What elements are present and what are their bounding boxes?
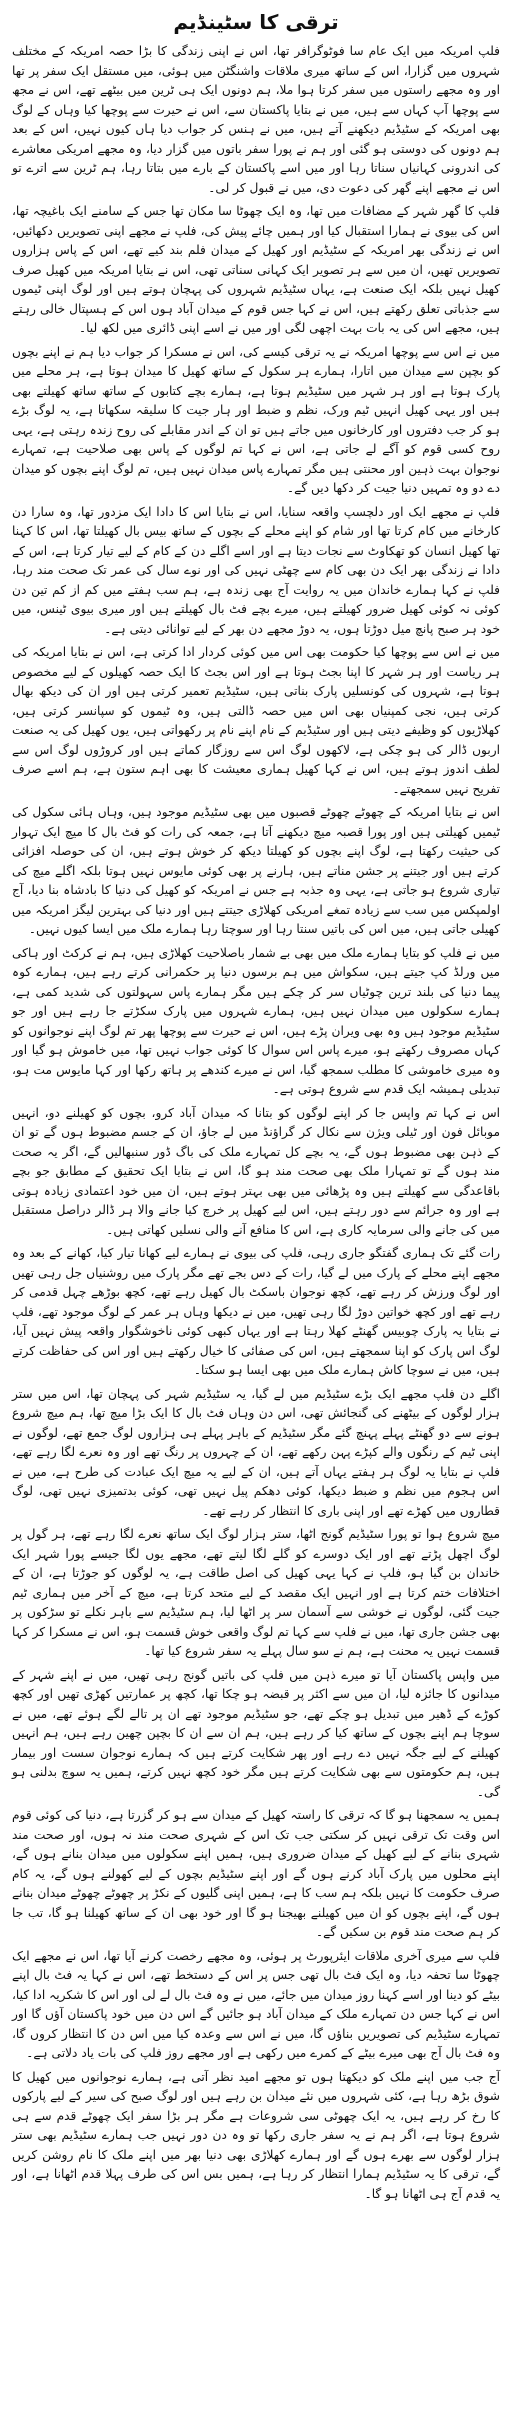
article-paragraph: آج جب میں اپنے ملک کو دیکھتا ہوں تو مجھے امید نظر آتی ہے، ہمارے نوجوانوں میں کھیل کا شوق بڑھ رہا ہے، کئی شہروں میں نئے میدان بن رہے ہیں اور لوگ صبح کی سیر کے لیے پارکوں کا رخ کر رہے ہیں، یہ ایک چھوٹی سی شروعات ہے مگر ہر بڑا سفر ایک چھوٹے قدم سے ہی شروع ہوتا ہے، اگر ہم نے یہ سفر جاری رکھا تو وہ دن دور نہیں جب ہمارے سٹیڈیم بھی ستر ہزار لوگوں سے بھرے ہوں گے اور ہمارے کھلاڑی بھی دنیا بھر میں اپنے ملک کا نام روشن کریں گے، ترقی کا یہ سٹیڈیم ہمارا انتظار کر رہا ہے، ہمیں بس اس کی طرف پہلا قدم اٹھانا ہے، اور یہ قدم آج ہی اٹھانا ہو گا۔	[12, 2069, 500, 2201]
article-paragraph: اگلے دن فلپ مجھے ایک بڑے سٹیڈیم میں لے گیا، یہ سٹیڈیم شہر کی پہچان تھا، اس میں ستر ہزار لوگوں کے بیٹھنے کی گنجائش تھی، اس دن وہاں فٹ بال کا ایک بڑا میچ تھا، ہم میچ شروع ہونے سے دو گھنٹے پہلے پہنچ گئے مگر سٹیڈیم کے باہر پہلے ہی ہزاروں لوگ جمع تھے، لوگوں نے اپنی ٹیم کے رنگوں والے کپڑے پہن رکھے تھے، ان کے چہروں پر رنگ تھے اور وہ نعرے لگا رہے تھے، فلپ نے بتایا یہ لوگ ہر ہفتے یہاں آتے ہیں، ان کے لیے یہ میچ ایک عبادت کی طرح ہے، میں نے اس ہجوم میں نظم و ضبط دیکھا، کوئی دھکم پیل نہیں تھی، کوئی بدتمیزی نہیں تھی، لوگ قطاروں میں کھڑے تھے اور اپنی باری کا انتظار کر رہے تھے۔	[12, 1386, 500, 1518]
article-paragraph: اس نے کہا تم واپس جا کر اپنے لوگوں کو بتانا کہ میدان آباد کرو، بچوں کو کھیلنے دو، انہیں موبائل فون اور ٹیلی ویژن سے نکال کر گراؤنڈ میں لے جاؤ، ان کے جسم مضبوط ہوں گے تو ان کے ذہن بھی مضبوط ہوں گے، یہ بچے کل تمہارے ملک کی باگ ڈور سنبھالیں گے، اگر یہ صحت مند ہوں گے تو تمہارا ملک بھی صحت مند ہو گا، اس نے بتایا ایک تحقیق کے مطابق جو بچے باقاعدگی سے کھیلتے ہیں وہ پڑھائی میں بھی بہتر ہوتے ہیں، ان میں خود اعتمادی زیادہ ہوتی ہے اور وہ جرائم سے دور رہتے ہیں، اس لیے کھیل پر خرچ کیا جانے والا ہر ڈالر دراصل مستقبل میں کی جانے والی سرمایہ کاری ہے، اس کا منافع آنے والی نسلیں کھاتی ہیں۔	[12, 1105, 500, 1237]
article-paragraph: فلپ سے میری آخری ملاقات ایئرپورٹ پر ہوئی، وہ مجھے رخصت کرنے آیا تھا، اس نے مجھے ایک چھوٹا سا تحفہ دیا، وہ ایک فٹ بال تھی جس پر اس کے دستخط تھے، اس نے کہا یہ فٹ بال اپنے بیٹے کو دینا اور اسے کہنا روز میدان میں جائے، میں نے وہ فٹ بال لے لی اور اس کا شکریہ ادا کیا، اس نے کہا جس دن تمہارے ملک کے میدان آباد ہو جائیں گے اس دن میں خود پاکستان آؤں گا اور تمہارے سٹیڈیم کی تصویریں بناؤں گا، میں نے اس سے وعدہ کیا میں اس دن کا انتظار کروں گا، وہ فٹ بال آج بھی میرے بیٹے کے کمرے میں رکھی ہے اور مجھے روز فلپ کی بات یاد دلاتی ہے۔	[12, 1948, 500, 2060]
article-paragraph: میں نے فلپ کو بتایا ہمارے ملک میں بھی بے شمار باصلاحیت کھلاڑی ہیں، ہم نے کرکٹ اور ہاکی میں ورلڈ کپ جیتے ہیں، سکواش میں ہم برسوں دنیا پر حکمرانی کرتے رہے ہیں، ہمارے کوہ پیما دنیا کی بلند ترین چوٹیاں سر کر چکے ہیں مگر ہمارے پاس سہولتوں کی شدید کمی ہے، ہمارے سکولوں میں میدان نہیں ہیں، ہمارے شہروں میں پارک سکڑتے جا رہے ہیں اور جو سٹیڈیم موجود ہیں وہ بھی ویران پڑے ہیں، اس نے حیرت سے پوچھا پھر تم لوگ اپنے نوجوانوں کو کہاں مصروف رکھتے ہو، میرے پاس اس سوال کا کوئی جواب نہیں تھا، میں خاموش ہو گیا اور وہ میری خاموشی کا مطلب سمجھ گیا، اس نے میرے کندھے پر ہاتھ رکھا اور کہا مایوس مت ہو، تبدیلی ہمیشہ ایک قدم سے شروع ہوتی ہے۔	[12, 945, 500, 1096]
article-paragraph: فلپ کا گھر شہر کے مضافات میں تھا، وہ ایک چھوٹا سا مکان تھا جس کے سامنے ایک باغیچہ تھا، اس کی بیوی نے ہمارا استقبال کیا اور ہمیں چائے پیش کی، فلپ نے مجھے اپنی تصویریں دکھائیں، اس نے زندگی بھر امریکہ کے سٹیڈیم اور کھیل کے میدان فلم بند کیے تھے، اس کے پاس ہزاروں تصویریں تھیں، ان میں سے ہر تصویر ایک کہانی سناتی تھی، اس نے بتایا امریکہ میں کھیل صرف کھیل نہیں بلکہ ایک صنعت ہے، یہاں سٹیڈیم شہروں کی پہچان ہوتے ہیں اور لوگ اپنی ٹیموں سے جذباتی تعلق رکھتے ہیں، اس نے کہا جس قوم کے میدان آباد ہوں اس کے ہسپتال خالی رہتے ہیں، مجھے اس کی یہ بات بہت اچھی لگی اور میں نے اسے اپنی ڈائری میں لکھ لیا۔	[12, 204, 500, 335]
article-body	[12, 42, 500, 2204]
article-paragraph: میں نے اس سے پوچھا امریکہ نے یہ ترقی کیسے کی، اس نے مسکرا کر جواب دیا ہم نے اپنے بچوں کو بچپن سے میدان میں اتارا، ہمارے ہر سکول کے ساتھ کھیل کا میدان ہوتا ہے، ہر محلے میں پارک ہوتا ہے اور ہر شہر میں سٹیڈیم ہوتا ہے، ہمارے بچے کتابوں کے ساتھ ساتھ کھیلتے بھی ہیں اور یہی کھیل انہیں ٹیم ورک، نظم و ضبط اور ہار جیت کا سلیقہ سکھاتا ہے، یہ لوگ بڑے ہو کر جب دفتروں اور کارخانوں میں جاتے ہیں تو ان کے اندر مقابلے کی روح زندہ رہتی ہے، یہی روح کسی قوم کو آگے لے جاتی ہے، اس نے کہا تم لوگوں کے پاس بھی صلاحیت ہے، تمہارے نوجوان بہت ذہین اور محنتی ہیں مگر تمہارے پاس میدان نہیں ہیں، تم لوگ اپنے بچوں کو میدان دے دو وہ تمہیں دنیا جیت کر دکھا دیں گے۔	[12, 344, 500, 495]
article-paragraph: میچ شروع ہوا تو پورا سٹیڈیم گونج اٹھا، ستر ہزار لوگ ایک ساتھ نعرے لگا رہے تھے، ہر گول پر لوگ اچھل پڑتے تھے اور ایک دوسرے کو گلے لگا لیتے تھے، مجھے یوں لگا جیسے پورا شہر ایک خاندان بن گیا ہو، فلپ نے کہا یہی کھیل کی اصل طاقت ہے، یہ لوگوں کو جوڑتا ہے، ان کے اختلافات ختم کرتا ہے اور انہیں ایک مقصد کے لیے متحد کرتا ہے، میچ کے آخر میں ہماری ٹیم جیت گئی، لوگوں نے خوشی سے آسمان سر پر اٹھا لیا، ہم سٹیڈیم سے باہر نکلے تو سڑکوں پر بھی جشن جاری تھا، میں نے فلپ سے کہا تم لوگ واقعی خوش قسمت ہو، اس نے مسکرا کر کہا قسمت نہیں یہ محنت ہے، ہم نے سو سال پہلے یہ سفر شروع کیا تھا۔	[12, 1527, 500, 1658]
article-paragraph: میں نے اس سے پوچھا کیا حکومت بھی اس میں کوئی کردار ادا کرتی ہے، اس نے بتایا امریکہ کی ہر ریاست اور ہر شہر کا اپنا بجٹ ہوتا ہے اور اس بجٹ کا ایک حصہ کھیلوں کے لیے مخصوص ہوتا ہے، شہروں کی کونسلیں پارک بناتی ہیں، سٹیڈیم تعمیر کرتی ہیں اور ان کی دیکھ بھال کرتی ہیں، نجی کمپنیاں بھی اس میں حصہ ڈالتی ہیں، وہ ٹیموں کو سپانسر کرتی ہیں، کھلاڑیوں کو وظیفے دیتی ہیں اور سٹیڈیم کے نام اپنے نام پر رکھواتی ہیں، یوں کھیل کی یہ صنعت اربوں ڈالر کی ہو چکی ہے، لاکھوں لوگ اس سے روزگار کماتے ہیں اور کروڑوں لوگ اس سے لطف اندوز ہوتے ہیں، اس نے کہا کھیل ہماری معیشت کا بھی اہم ستون ہے، ہم اسے صرف تفریح نہیں سمجھتے۔	[12, 645, 500, 796]
article-paragraph: رات گئے تک ہماری گفتگو جاری رہی، فلپ کی بیوی نے ہمارے لیے کھانا تیار کیا، کھانے کے بعد وہ مجھے اپنے محلے کے پارک میں لے گیا، رات کے دس بجے تھے مگر پارک میں روشنیاں جل رہی تھیں اور لوگ ورزش کر رہے تھے، کچھ نوجوان باسکٹ بال کھیل رہے تھے، کچھ بوڑھے چہل قدمی کر رہے تھے اور کچھ خواتین دوڑ لگا رہی تھیں، میں نے دیکھا وہاں ہر عمر کے لوگ موجود تھے، فلپ نے بتایا یہ پارک چوبیس گھنٹے کھلا رہتا ہے اور یہاں کبھی کوئی ناخوشگوار واقعہ پیش نہیں آیا، لوگ اس پارک کو اپنا سمجھتے ہیں، اس کی صفائی کا خیال رکھتے ہیں اور اس کی حفاظت کرتے ہیں، میں نے سوچا کاش ہمارے ملک میں بھی ایسا ہو سکتا۔	[12, 1246, 500, 1377]
article-title: ترقی کا سٹینڈیم	[173, 10, 339, 34]
article-paragraph: ہمیں یہ سمجھنا ہو گا کہ ترقی کا راستہ کھیل کے میدان سے ہو کر گزرتا ہے، دنیا کی کوئی قوم اس وقت تک ترقی نہیں کر سکتی جب تک اس کے شہری صحت مند نہ ہوں، اور صحت مند شہری بنانے کے لیے کھیل کے میدان ضروری ہیں، ہمیں اپنے سکولوں میں میدان بنانے ہوں گے، اپنے محلوں میں پارک آباد کرنے ہوں گے اور اپنے سٹیڈیم بچوں کے لیے کھولنے ہوں گے، یہ کام صرف حکومت کا نہیں بلکہ ہم سب کا ہے، ہمیں اپنی گلیوں کے نکڑ پر چھوٹے چھوٹے میدان بنانے ہوں گے، اپنے بچوں کو ان میں کھیلنے بھیجنا ہو گا اور خود بھی ان کے ساتھ کھیلنا ہو گا، تب جا کر ہم صحت مند قوم بن سکیں گے۔	[12, 1808, 500, 1939]
article-paragraph: فلپ نے مجھے ایک اور دلچسپ واقعہ سنایا، اس نے بتایا اس کا دادا ایک مزدور تھا، وہ سارا دن کارخانے میں کام کرتا تھا اور شام کو اپنے محلے کے بچوں کے ساتھ بیس بال کھیلتا تھا، اس کا کہنا تھا کھیل انسان کو تھکاوٹ سے نجات دیتا ہے اور اسے اگلے دن کے کام کے لیے تیار کرتا ہے، اس کے دادا نے زندگی بھر ایک دن بھی کام سے چھٹی نہیں کی اور نوے سال کی عمر تک صحت مند رہا، فلپ نے کہا ہمارے خاندان میں یہ روایت آج بھی زندہ ہے، ہم سب ہفتے میں کم از کم تین دن کوئی نہ کوئی کھیل ضرور کھیلتے ہیں، میرے بچے فٹ بال کھیلتے ہیں اور میری بیوی ٹینس، میں خود ہر صبح پانچ میل دوڑتا ہوں، یہ دوڑ مجھے دن بھر کے لیے توانائی دیتی ہے۔	[12, 504, 500, 636]
article-paragraph: میں واپس پاکستان آیا تو میرے ذہن میں فلپ کی باتیں گونج رہی تھیں، میں نے اپنے شہر کے میدانوں کا جائزہ لیا، ان میں سے اکثر پر قبضہ ہو چکا تھا، کچھ پر عمارتیں کھڑی تھیں اور کچھ کوڑے کے ڈھیر میں تبدیل ہو چکے تھے، جو سٹیڈیم موجود تھے ان پر تالے لگے ہوئے تھے، میں نے سوچا ہم اپنے بچوں کے ساتھ کیا کر رہے ہیں، ہم ان سے ان کا بچپن چھین رہے ہیں، ہم انہیں کھیلنے کے لیے جگہ نہیں دے رہے اور پھر شکایت کرتے ہیں کہ ہمارے نوجوان سست اور بیمار ہیں، ہم حکومتوں سے بھی شکایت کرتے ہیں مگر خود کچھ نہیں کرتے، ہمیں یہ سوچ بدلنی ہو گی۔	[12, 1667, 500, 1799]
article-paragraph: اس نے بتایا امریکہ کے چھوٹے چھوٹے قصبوں میں بھی سٹیڈیم موجود ہیں، وہاں ہائی سکول کی ٹیمیں کھیلتی ہیں اور پورا قصبہ میچ دیکھنے آتا ہے، جمعہ کی رات کو فٹ بال کا میچ ایک تہوار کی حیثیت رکھتا ہے، لوگ اپنے بچوں کو کھیلتا دیکھ کر خوش ہوتے ہیں، ان کی حوصلہ افزائی کرتے ہیں اور جیتنے پر جشن مناتے ہیں، ہارنے پر بھی کوئی مایوس نہیں ہوتا بلکہ اگلے میچ کی تیاری شروع ہو جاتی ہے، یہی وہ جذبہ ہے جس نے امریکہ کو کھیل کی دنیا کا بادشاہ بنا دیا، آج اولمپکس میں سب سے زیادہ تمغے امریکی کھلاڑی جیتتے ہیں اور دنیا کی بہترین لیگز امریکہ میں کھیلی جاتی ہیں، میں اس کی باتیں سنتا رہا اور سوچتا رہا ہمارے ملک میں ایسا کیوں نہیں۔	[12, 805, 500, 936]
article-paragraph: فلپ امریکہ میں ایک عام سا فوٹوگرافر تھا، اس نے اپنی زندگی کا بڑا حصہ امریکہ کے مختلف شہروں میں گزارا، اس کے ساتھ میری ملاقات واشنگٹن میں ہوئی، میں مستقل ایک سفر پر تھا اور وہ مجھے راستوں میں سفر کرتا ہوا ملا، ہم دونوں ایک ہی ٹرین میں بیٹھے تھے، اس نے مجھ سے پوچھا آپ کہاں سے ہیں، میں نے بتایا پاکستان سے، اس نے حیرت سے پوچھا کیا وہاں کے لوگ بھی امریکہ کے سٹیڈیم دیکھنے آتے ہیں، میں نے ہنس کر جواب دیا ہاں کیوں نہیں، اس کے بعد ہم دونوں کی دوستی ہو گئی اور ہم نے پورا سفر باتوں میں گزار دیا، وہ مجھے امریکی معاشرے کی اندرونی کہانیاں سناتا رہا اور میں اسے پاکستان کے بارے میں بتاتا رہا، ہم ٹرین سے اترے تو اس نے مجھے اپنے گھر کی دعوت دی، میں نے قبول کر لی۔	[12, 44, 500, 195]
